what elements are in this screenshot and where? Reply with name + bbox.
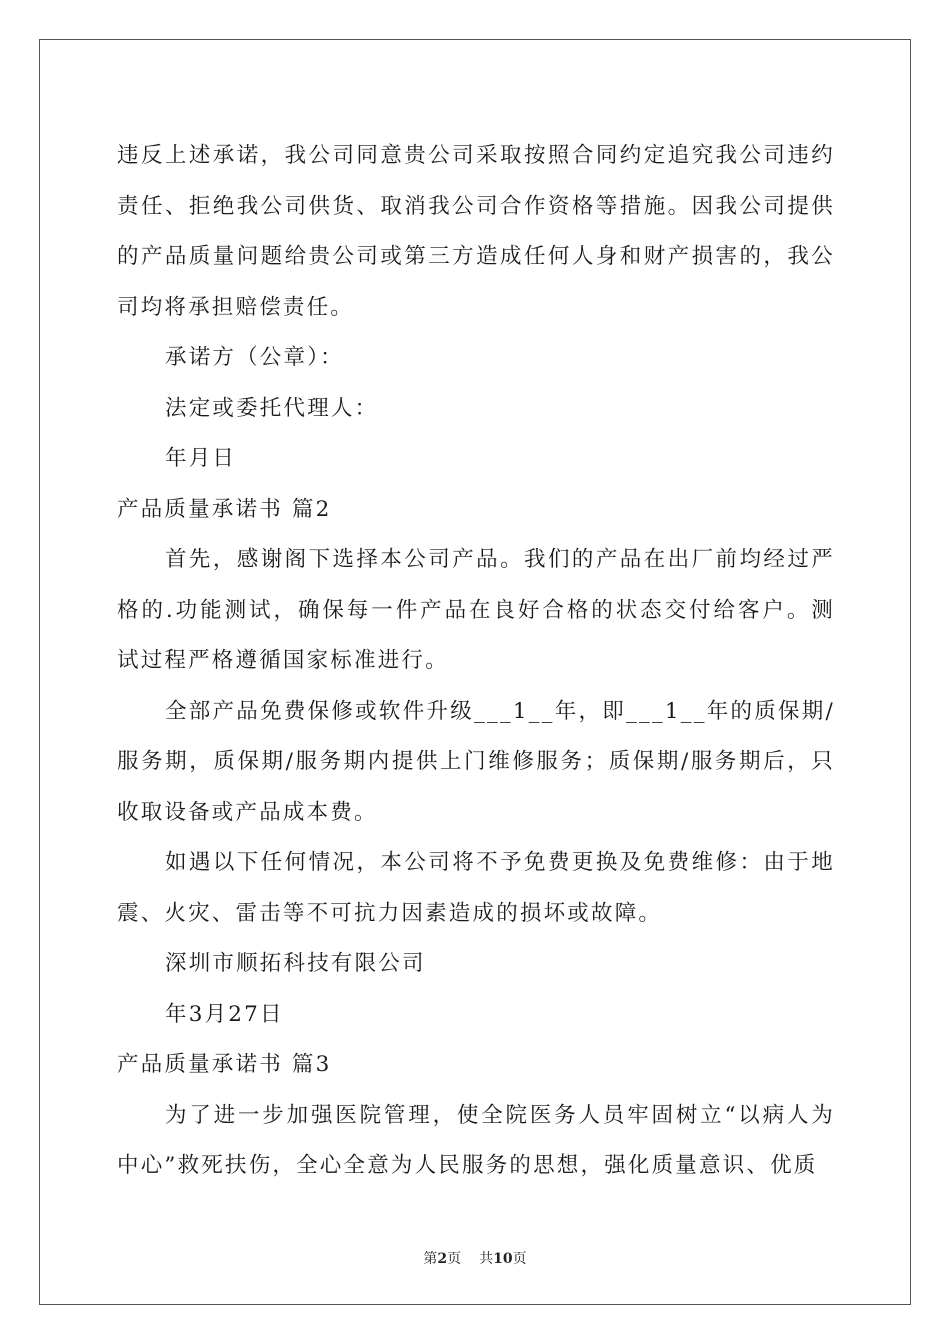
agent-line: 法定或委托代理人： — [165, 395, 379, 421]
section-heading-3: 产品质量承诺书 篇3 — [117, 1052, 332, 1077]
page-number: 2 — [437, 1251, 448, 1267]
paragraph-hospital: 为了进一步加强医院管理，使全院医务人员牢固树立“以病人为中心”救死扶伤，全心全意为人民服务的思想，强化质量意识、优质 — [117, 1102, 835, 1178]
page-footer — [0, 1248, 950, 1268]
company-name: 深圳市顺拓科技有限公司 — [165, 951, 426, 976]
page-suffix: 页 — [447, 1251, 462, 1267]
date-line-2: 年3月27日 — [165, 1001, 284, 1027]
paragraph-thanks: 首先，感谢阁下选择本公司产品。我们的产品在出厂前均经过严格的.功能测试，确保每一件产品在良好合格的状态交付给客户。测试过程严格遵循国家标准进行。 — [117, 547, 835, 673]
paragraph-exclusions: 如遇以下任何情况，本公司将不予免费更换及免费维修：由于地震、火灾、雷击等不可抗力因素造成的损坏或故障。 — [117, 850, 835, 926]
promisor-seal-line: 承诺方（公章）： — [165, 345, 344, 370]
page-prefix: 第 — [423, 1251, 438, 1267]
document-body — [117, 131, 835, 1192]
total-prefix: 共 — [479, 1251, 494, 1267]
paragraph-warranty: 全部产品免费保修或软件升级___1__年，即___1__年的质保期/服务期，质保期/服务期内提供上门维修服务；质保期/服务期后，只收取设备或产品成本费。 — [117, 698, 835, 825]
date-line-1: 年月日 — [165, 446, 237, 471]
total-suffix: 页 — [512, 1251, 527, 1267]
total-pages: 10 — [493, 1251, 513, 1267]
section-heading-2: 产品质量承诺书 篇2 — [117, 496, 332, 522]
paragraph-commitment-breach: 违反上述承诺，我公司同意贵公司采取按照合同约定追究我公司违约责任、拒绝我公司供货、取消我公司合作资格等措施。因我公司提供的产品质量问题给贵公司或第三方造成任何人身和财产损害的，我公司均将承担赔偿责任。 — [117, 143, 835, 320]
